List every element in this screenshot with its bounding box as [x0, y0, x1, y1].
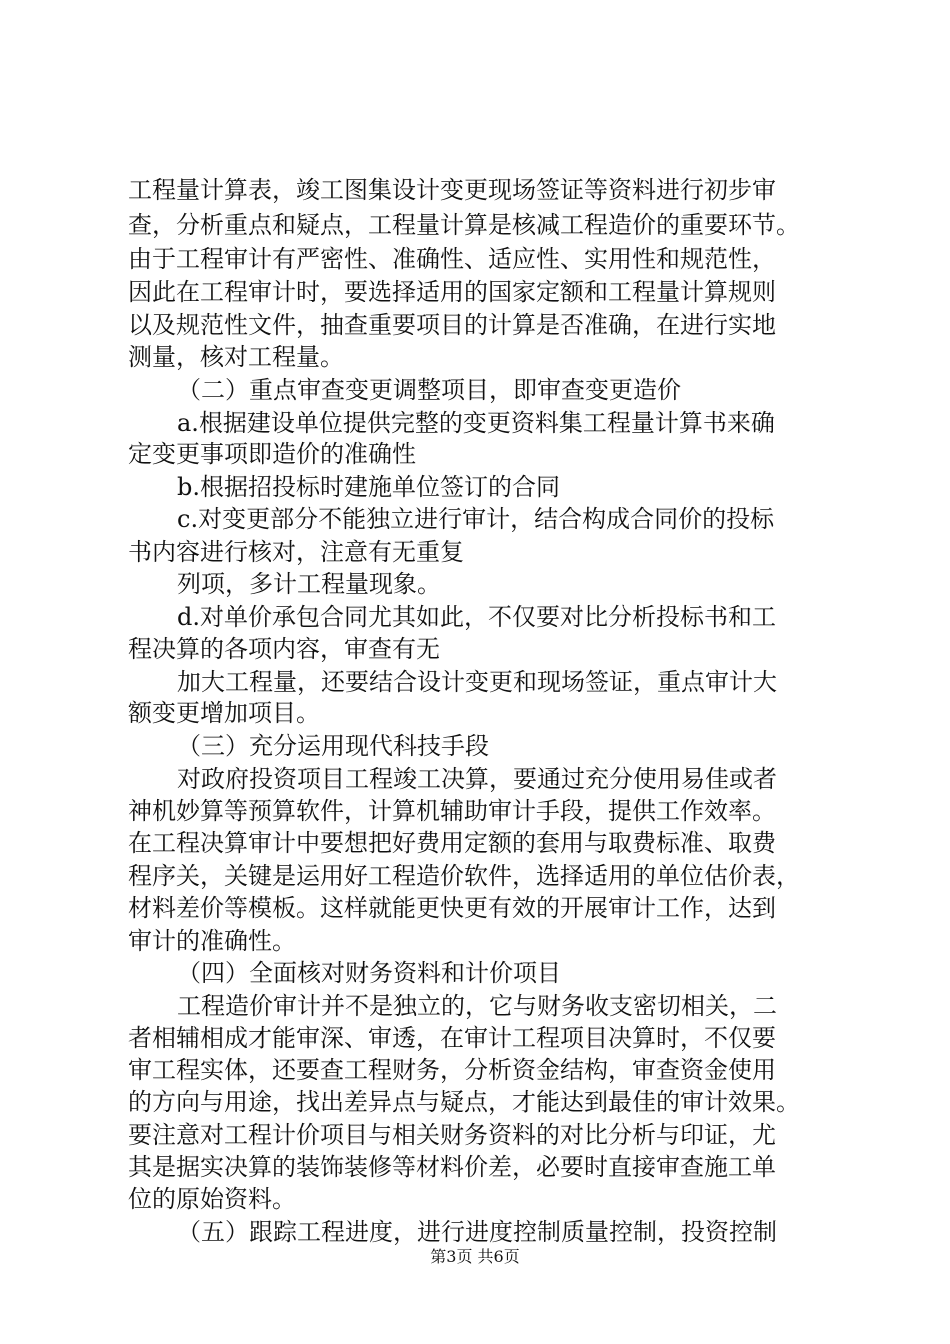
text-line-14: d.对单价承包合同尤其如此，不仅要对比分析投标书和工	[177, 603, 776, 631]
text-line-8: a.根据建设单位提供完整的变更资料集工程量计算书来确	[177, 409, 775, 437]
section-heading-2: （二）重点审查变更调整项目，即审查变更造价	[177, 376, 681, 404]
text-line-21: 在工程决算审计中要想把好费用定额的套用与取费标准、取费	[128, 829, 776, 857]
text-line-27: 者相辅相成才能审深、审透，在审计工程项目决算时，不仅要	[128, 1024, 776, 1052]
text-line-6: 测量，核对工程量。	[128, 343, 344, 371]
text-line-29: 的方向与用途，找出差异点与疑点，才能达到最佳的审计效果。	[128, 1088, 800, 1116]
text-line-28: 审工程实体，还要查工程财务，分析资金结构，审查资金使用	[128, 1056, 776, 1084]
text-line-23: 材料差价等模板。这样就能更快更有效的开展审计工作，达到	[128, 894, 776, 922]
text-line-5: 以及规范性文件，抽查重要项目的计算是否准确，在进行实地	[128, 311, 776, 339]
text-line-15: 程决算的各项内容，审查有无	[128, 635, 440, 663]
text-line-22: 程序关，关键是运用好工程造价软件，选择适用的单位估价表，	[128, 862, 800, 890]
text-line-1: 工程量计算表，竣工图集设计变更现场签证等资料进行初步审	[128, 176, 776, 204]
text-line-31: 其是据实决算的装饰装修等材料价差，必要时直接审查施工单	[128, 1153, 776, 1181]
text-line-11: c.对变更部分不能独立进行审计，结合构成合同价的投标	[177, 505, 775, 533]
text-line-4: 因此在工程审计时，要选择适用的国家定额和工程量计算规则	[128, 278, 776, 306]
text-line-16: 加大工程量，还要结合设计变更和现场签证，重点审计大	[177, 668, 777, 696]
text-line-26: 工程造价审计并不是独立的，它与财务收支密切相关，二	[177, 992, 777, 1020]
section-heading-5: （五）跟踪工程进度，进行进度控制质量控制，投资控制	[177, 1218, 777, 1246]
text-line-9: 定变更事项即造价的准确性	[128, 440, 416, 468]
text-line-24: 审计的准确性。	[128, 927, 296, 955]
text-line-17: 额变更增加项目。	[128, 699, 320, 727]
text-line-20: 神机妙算等预算软件，计算机辅助审计手段，提供工作效率。	[128, 797, 776, 825]
page-number-footer: 第3页 共6页	[430, 1247, 520, 1266]
text-line-19: 对政府投资项目工程竣工决算，要通过充分使用易佳或者	[177, 765, 777, 793]
text-line-3: 由于工程审计有严密性、准确性、适应性、实用性和规范性，	[128, 245, 776, 273]
section-heading-3: （三）充分运用现代科技手段	[177, 732, 489, 760]
text-line-2: 查，分析重点和疑点，工程量计算是核减工程造价的重要环节。	[128, 211, 800, 239]
text-line-12: 书内容进行核对，注意有无重复	[128, 538, 464, 566]
text-line-30: 要注意对工程计价项目与相关财务资料的对比分析与印证，尤	[128, 1121, 776, 1149]
text-line-32: 位的原始资料。	[128, 1185, 296, 1213]
section-heading-4: （四）全面核对财务资料和计价项目	[177, 959, 561, 987]
text-line-10: b.根据招投标时建施单位签订的合同	[177, 473, 560, 501]
text-line-13: 列项，多计工程量现象。	[177, 570, 441, 598]
